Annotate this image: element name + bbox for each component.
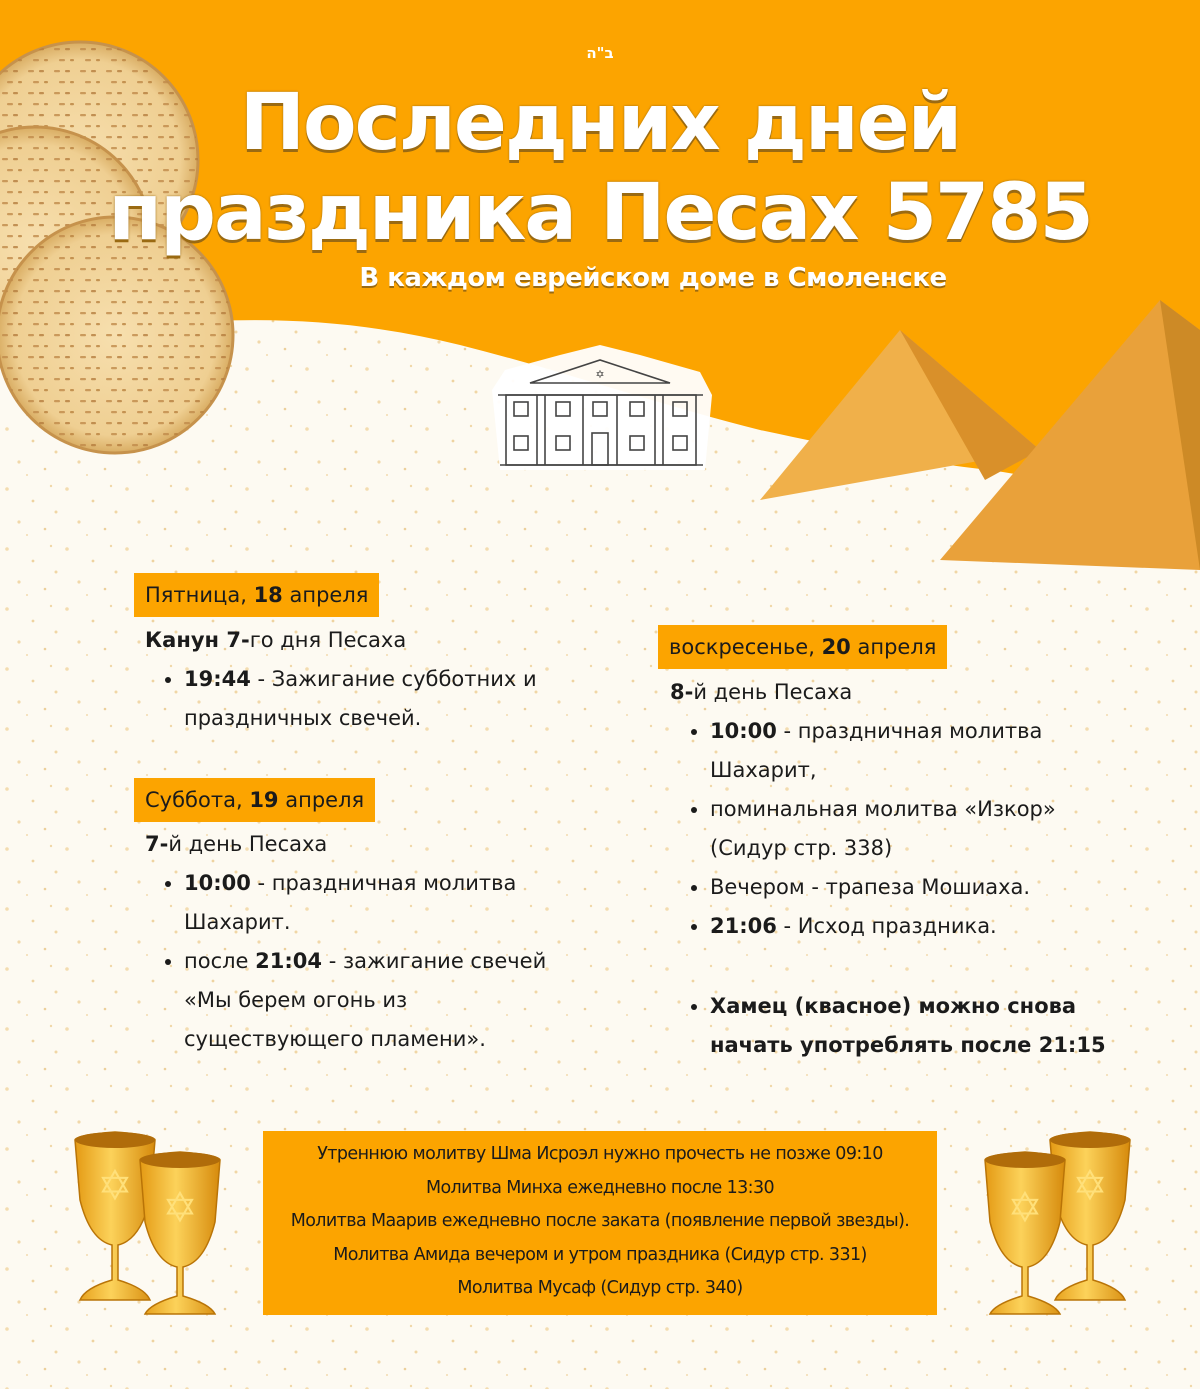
sunday-date-label <box>658 625 947 669</box>
chametz-note: • Хамец (квасное) можно снова начать употреблять после 21:15 <box>686 987 1106 1065</box>
sunday-heading: 8-й день Песаха <box>670 680 853 704</box>
title-line-1: Последних дней <box>239 78 961 168</box>
sunday-schedule <box>686 712 1056 946</box>
saturday-day: Суббота, <box>145 788 243 812</box>
info-line-maariv: Молитва Маарив ежедневно после заката (появление первой звезды). <box>290 1211 910 1231</box>
svg-text:✡: ✡ <box>595 368 605 381</box>
svg-text:✡: ✡ <box>97 1161 133 1210</box>
friday-date: 18 <box>253 583 283 607</box>
friday-item-1: • 19:44 - Зажигание субботних и праздничных свечей. <box>184 660 537 738</box>
sunday-month: апреля <box>857 635 937 659</box>
friday-month: апреля <box>289 583 369 607</box>
friday-date-label <box>134 573 379 617</box>
svg-text:✡: ✡ <box>162 1183 198 1232</box>
saturday-item-2: • после 21:04 - зажигание свечей «Мы берем огонь из существующего пламени». <box>184 942 546 1059</box>
saturday-date-label <box>134 778 375 822</box>
saturday-item-1: • 10:00 - праздничная молитва Шахарит. <box>184 864 546 942</box>
friday-schedule <box>160 660 537 738</box>
sunday-day: воскресенье, <box>669 635 815 659</box>
sunday-item-1: • 10:00 - праздничная молитва Шахарит, <box>710 712 1056 790</box>
saturday-date: 19 <box>249 788 279 812</box>
saturday-heading: 7-й день Песаха <box>145 832 328 856</box>
svg-text:✡: ✡ <box>1007 1183 1043 1232</box>
sunday-item-2: • поминальная молитва «Изкор» (Сидур стр. 338) <box>710 790 1056 868</box>
page-title <box>0 78 1200 258</box>
prayer-times-box <box>263 1131 937 1315</box>
info-line-shma: Утреннюю молитву Шма Исроэл нужно прочесть не позже 09:10 <box>317 1144 883 1164</box>
info-line-mincha: Молитва Минха ежедневно после 13:30 <box>425 1177 775 1198</box>
sunday-item-3: • Вечером - трапеза Мошиаха. <box>710 868 1056 907</box>
saturday-schedule <box>160 864 546 1059</box>
bh-mark: ב"ה <box>586 44 614 62</box>
title-line-2: праздника Песах 5785 <box>108 168 1092 258</box>
sunday-item-4: • 21:06 - Исход праздника. <box>710 907 1056 946</box>
svg-text:✡: ✡ <box>1072 1161 1108 1210</box>
page-subtitle: В каждом еврейском доме в Смоленске <box>359 263 947 293</box>
info-line-amida: Молитва Амида вечером и утром праздника (Сидур стр. 331) <box>333 1244 867 1265</box>
info-line-musaf: Молитва Мусаф (Сидур стр. 340) <box>457 1278 743 1298</box>
saturday-month: апреля <box>285 788 365 812</box>
friday-day: Пятница, <box>145 583 247 607</box>
friday-heading: Канун 7-го дня Песаха <box>145 628 407 652</box>
sunday-date: 20 <box>821 635 851 659</box>
